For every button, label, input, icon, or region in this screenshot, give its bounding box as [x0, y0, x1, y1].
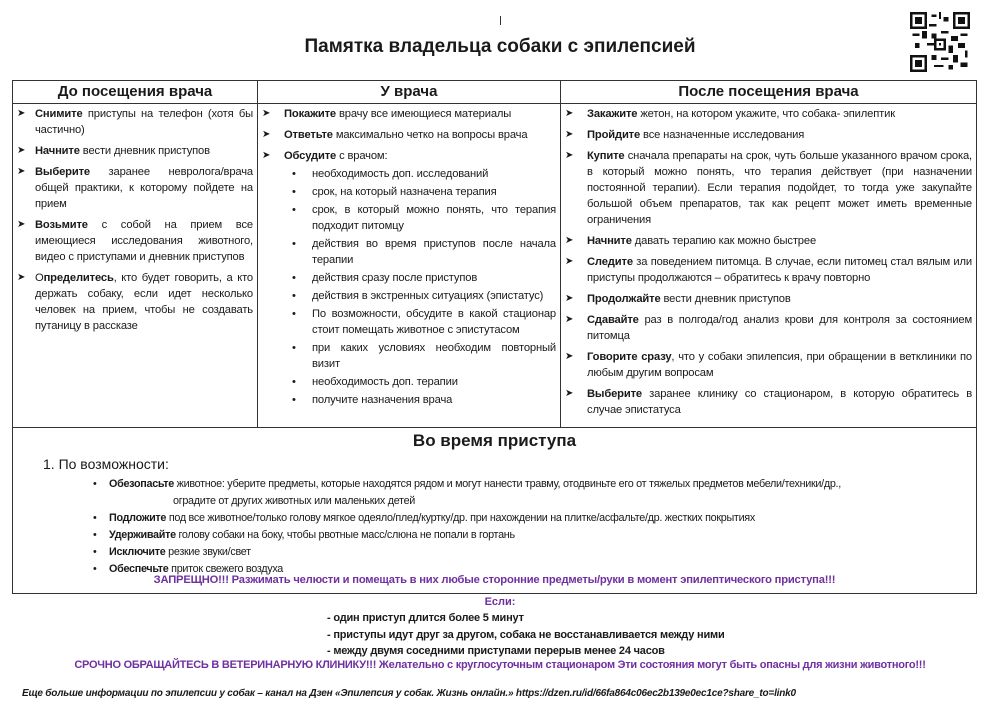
list-item — [565, 386, 972, 418]
condition-item: - приступы идут друг за другом, собака не восстанавливается между ними — [327, 628, 725, 641]
arrow-bullet-icon: ➤ — [565, 388, 574, 399]
item-action: Покажите — [284, 108, 337, 120]
arrow-bullet-icon: ➤ — [565, 108, 574, 119]
sub-list-item: • получите назначения врача — [288, 392, 556, 408]
item-text: , что у собаки эпилепсия, при обращении в ветклиники по любым другим вопросам — [587, 351, 972, 379]
item-action: Говорите сразу — [587, 351, 672, 363]
item-action: Купите — [587, 150, 625, 162]
item-text: резкие звуки/свет — [165, 546, 251, 558]
sub-list-item: • действия во время приступов после начала терапии — [288, 236, 556, 268]
item-action: Пройдите — [587, 129, 641, 141]
seizure-actions-list — [83, 476, 973, 578]
item-text: , кто будет говорить, а кто держать собаку, если идет несколько человек на прием, чтобы не создавать путаницу в рассказе — [35, 272, 253, 332]
item-text: приступы на телефон (хотя бы частично) — [35, 108, 253, 136]
arrow-bullet-icon: ➤ — [17, 145, 26, 156]
item-action: Подложите — [109, 512, 167, 524]
item-text: вести дневник приступов — [660, 293, 791, 305]
arrow-bullet-icon: ➤ — [262, 150, 271, 161]
column-header: После посещения врача — [561, 81, 976, 104]
condition-item: - между двумя соседними приступами перерыв менее 24 часов — [327, 645, 665, 657]
arrow-bullet-icon: ➤ — [17, 219, 26, 230]
list-item — [565, 254, 972, 286]
text-cursor — [500, 16, 501, 25]
checklist — [13, 104, 257, 334]
checklist — [561, 104, 976, 418]
sub-list-item: • срок, в который можно понять, что терапия подходит питомцу — [288, 202, 556, 234]
item-action: Выберите — [35, 166, 90, 178]
list-item — [565, 148, 972, 228]
item-action: Следите — [587, 256, 633, 268]
column-after-visit — [561, 81, 976, 427]
arrow-bullet-icon: ➤ — [262, 129, 271, 140]
item-prefix: О — [35, 272, 44, 284]
list-item — [565, 233, 972, 249]
item-text: врачу все имеющиеся материалы — [336, 108, 512, 120]
item-text: приток свежего воздуха — [168, 563, 284, 575]
checklist — [258, 104, 560, 408]
item-text: с врачом: — [336, 150, 388, 162]
arrow-bullet-icon: ➤ — [565, 150, 574, 161]
item-text: заранее невролога/врача общей практики, к которому пойдете на прием — [35, 166, 253, 210]
sub-list-item: • при каких условиях необходим повторный визит — [288, 340, 556, 372]
list-item — [565, 291, 972, 307]
during-seizure-section — [12, 428, 977, 594]
list-item — [565, 127, 972, 143]
urgent-warning: СРОЧНО ОБРАЩАЙТЕСЬ В ВЕТЕРИНАРНУЮ КЛИНИКУ!!! Желательно с круглосуточным стационаром Эти состояния могут быть опасны для жизни животного!!! — [74, 659, 926, 671]
sub-list-item: • необходимость доп. терапии — [288, 374, 556, 390]
item-action: Сдавайте — [587, 314, 639, 326]
item-text: все назначенные исследования — [640, 129, 805, 141]
item-action: Исключите — [109, 546, 166, 558]
item-action: Обеспечьте — [109, 563, 169, 575]
arrow-bullet-icon: ➤ — [565, 129, 574, 140]
if-label: Если: — [484, 596, 516, 608]
page-title: Памятка владельца собаки с эпилепсией — [304, 36, 696, 57]
forbidden-warning: ЗАПРЕЩНО!!! Разжимать челюсти и помещать в них любые сторонние предметы/руки в момент эпилептического приступа!!! — [153, 574, 836, 586]
condition-item: - один приступ длится более 5 минут — [327, 612, 524, 624]
sub-list-item: • действия сразу после приступов — [288, 270, 556, 286]
sub-list-item: • По возможности, обсудите в какой стационар стоит помещать животное с эпистутасом — [288, 306, 556, 338]
arrow-bullet-icon: ➤ — [565, 351, 574, 362]
sub-list — [284, 166, 556, 408]
list-item — [17, 164, 253, 212]
visit-table — [12, 80, 977, 428]
list-item — [262, 127, 556, 143]
item-action: Обсудите — [284, 150, 337, 162]
list-item — [17, 106, 253, 138]
list-item — [262, 148, 556, 408]
column-header: У врача — [258, 81, 560, 104]
item-action: Закажите — [587, 108, 638, 120]
numbered-item: 1. По возможности: — [43, 456, 169, 472]
arrow-bullet-icon: ➤ — [17, 272, 26, 283]
item-action: Возьмите — [35, 219, 88, 231]
sub-list-item: • срок, на который назначена терапия — [288, 184, 556, 200]
item-text: заранее клинику со стационаром, в которую обратитесь в случае эпистатуса — [587, 388, 972, 416]
item-action: Удерживайте — [109, 529, 176, 541]
arrow-bullet-icon: ➤ — [565, 256, 574, 267]
item-text: сначала препараты на срок, чуть больше указанного врачом срока, в который можно понять, что терапия действует (при назначении постоянной терапии). Если терапия подойдет, то тогда уже закупайте большой объем препаратов, так как рецепт может иметь временные ограничения — [587, 150, 972, 226]
item-action: Начните — [587, 235, 632, 247]
section-heading: Во время приступа — [412, 431, 577, 450]
column-at-vet — [258, 81, 561, 427]
arrow-bullet-icon: ➤ — [565, 293, 574, 304]
item-text: раз в полгода/год анализ крови для контроля за состоянием питомца — [587, 314, 972, 342]
item-action: Продолжайте — [587, 293, 661, 305]
item-action: пределитесь — [43, 272, 114, 284]
item-action: Выберите — [587, 388, 642, 400]
list-item — [565, 106, 972, 122]
item-text: максимально четко на вопросы врача — [332, 129, 528, 141]
footer-link-text[interactable]: Еще больше информации по эпилепсии у собак – канал на Дзен «Эпилепсия у собак. Жизнь онлайн.» https://dzen.ru/id/66fa864c06ec2b139e0ec1ce?share_to=link0 — [22, 688, 796, 699]
list-item — [565, 349, 972, 381]
item-continuation: оградите от других животных или маленьких детей — [173, 495, 416, 507]
item-text: с собой на прием все имеющиеся исследования животного, видео с приступами и дневник приступов — [35, 219, 253, 263]
list-item — [262, 106, 556, 122]
item-text: за поведением питомца. В случае, если питомец стал вялым или приступы продолжаются – обратитесь к врачу повторно — [587, 256, 972, 284]
item-action: Снимите — [35, 108, 83, 120]
list-item — [565, 312, 972, 344]
arrow-bullet-icon: ➤ — [565, 235, 574, 246]
item-action: Ответьте — [284, 129, 333, 141]
action-item — [83, 527, 973, 544]
emergency-conditions — [327, 610, 725, 660]
arrow-bullet-icon: ➤ — [17, 108, 26, 119]
list-item — [17, 270, 253, 334]
arrow-bullet-icon: ➤ — [262, 108, 271, 119]
arrow-bullet-icon: ➤ — [17, 166, 26, 177]
item-action: Начните — [35, 145, 80, 157]
list-item — [17, 143, 253, 159]
item-text: под все животное/только голову мягкое одеяло/плед/куртку/др. при нахождении на плитке/асфальте/др. жестких покрытиях — [166, 512, 755, 524]
item-text: давать терапию как можно быстрее — [631, 235, 817, 247]
arrow-bullet-icon: ➤ — [565, 314, 574, 325]
item-text: животное: уберите предметы, которые находятся рядом и могут нанести травму, отодвиньте его от тяжелых предметов мебели/техники/др., — [173, 478, 841, 490]
column-header: До посещения врача — [13, 81, 257, 104]
sub-list-item: • действия в экстренных ситуациях (эпистатус) — [288, 288, 556, 304]
action-item — [83, 476, 973, 493]
list-item — [17, 217, 253, 265]
item-action: Обезопасьте — [109, 478, 174, 490]
action-item — [83, 510, 973, 527]
action-item — [83, 544, 973, 561]
item-text: вести дневник приступов — [79, 145, 210, 157]
item-text: голову собаки на боку, чтобы рвотные масс/слюна не попали в гортань — [175, 529, 515, 541]
item-text: жетон, на котором укажите, что собака- эпилептик — [637, 108, 895, 120]
column-before-visit — [13, 81, 258, 427]
sub-list-item: • необходимость доп. исследований — [288, 166, 556, 182]
